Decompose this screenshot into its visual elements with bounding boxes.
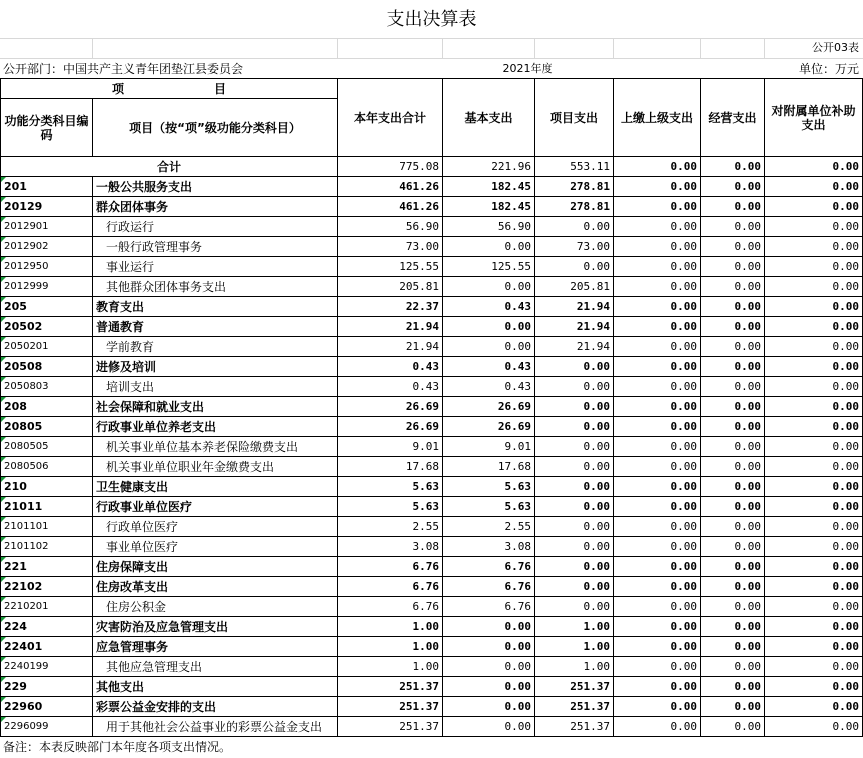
row-value: 0.00 — [765, 337, 863, 357]
row-value: 5.63 — [338, 477, 443, 497]
row-value: 0.00 — [765, 417, 863, 437]
row-code: 2012902 — [1, 237, 93, 257]
report-info-row — [0, 58, 863, 79]
table-row — [1, 517, 863, 537]
row-name: 事业单位医疗 — [93, 537, 338, 557]
row-value: 0.00 — [614, 237, 701, 257]
header-total: 本年支出合计 — [338, 79, 443, 157]
table-row — [1, 177, 863, 197]
row-value: 0.00 — [701, 497, 765, 517]
row-code: 22960 — [1, 697, 93, 717]
row-value: 0.00 — [614, 337, 701, 357]
table-row — [1, 217, 863, 237]
row-code: 21011 — [1, 497, 93, 517]
table-row — [1, 257, 863, 277]
row-name: 学前教育 — [93, 337, 338, 357]
row-value: 0.00 — [535, 477, 614, 497]
row-value: 0.00 — [614, 617, 701, 637]
row-name: 行政事业单位养老支出 — [93, 417, 338, 437]
row-value: 6.76 — [338, 577, 443, 597]
row-value: 9.01 — [338, 437, 443, 457]
row-value: 251.37 — [535, 677, 614, 697]
row-value: 0.00 — [614, 557, 701, 577]
row-value: 56.90 — [338, 217, 443, 237]
row-value: 56.90 — [443, 217, 535, 237]
row-name: 教育支出 — [93, 297, 338, 317]
total-value: 0.00 — [614, 157, 701, 177]
row-value: 0.00 — [614, 717, 701, 737]
row-value: 0.00 — [765, 197, 863, 217]
header-item-group: 项 目 — [1, 79, 338, 99]
row-value: 0.00 — [701, 397, 765, 417]
table-row — [1, 197, 863, 217]
row-value: 0.00 — [614, 697, 701, 717]
row-value: 205.81 — [535, 277, 614, 297]
row-value: 0.00 — [535, 517, 614, 537]
row-value: 251.37 — [338, 717, 443, 737]
row-name: 行政运行 — [93, 217, 338, 237]
table-row — [1, 677, 863, 697]
row-value: 0.00 — [765, 237, 863, 257]
table-row — [1, 457, 863, 477]
row-code: 2050201 — [1, 337, 93, 357]
table-row — [1, 297, 863, 317]
total-value: 775.08 — [338, 157, 443, 177]
row-value: 0.00 — [614, 597, 701, 617]
row-name: 用于其他社会公益事业的彩票公益金支出 — [93, 717, 338, 737]
table-row — [1, 557, 863, 577]
row-value: 2.55 — [338, 517, 443, 537]
table-row — [1, 497, 863, 517]
row-value: 0.00 — [614, 217, 701, 237]
row-value: 0.00 — [614, 477, 701, 497]
row-value: 5.63 — [443, 497, 535, 517]
row-value: 251.37 — [338, 697, 443, 717]
row-name: 其他支出 — [93, 677, 338, 697]
table-row — [1, 397, 863, 417]
page-title: 支出决算表 — [0, 0, 863, 39]
row-value: 5.63 — [443, 477, 535, 497]
row-code: 210 — [1, 477, 93, 497]
row-value: 0.00 — [535, 357, 614, 377]
row-value: 0.00 — [614, 457, 701, 477]
row-value: 0.00 — [765, 437, 863, 457]
table-row — [1, 277, 863, 297]
row-value: 0.00 — [535, 577, 614, 597]
row-value: 6.76 — [443, 577, 535, 597]
row-value: 0.00 — [765, 317, 863, 337]
row-value: 0.00 — [443, 677, 535, 697]
row-name: 培训支出 — [93, 377, 338, 397]
row-value: 0.00 — [443, 337, 535, 357]
row-value: 5.63 — [338, 497, 443, 517]
row-value: 461.26 — [338, 197, 443, 217]
row-value: 3.08 — [443, 537, 535, 557]
total-label: 合计 — [1, 157, 338, 177]
row-value: 0.00 — [614, 177, 701, 197]
row-value: 0.00 — [614, 537, 701, 557]
header-subsidy: 对附属单位补助支出 — [765, 79, 863, 157]
row-value: 0.00 — [443, 277, 535, 297]
row-value: 0.00 — [701, 577, 765, 597]
row-value: 0.00 — [701, 697, 765, 717]
row-value: 0.00 — [443, 697, 535, 717]
row-value: 0.00 — [765, 637, 863, 657]
row-code: 224 — [1, 617, 93, 637]
row-code: 20805 — [1, 417, 93, 437]
row-value: 0.00 — [443, 657, 535, 677]
row-value: 26.69 — [443, 397, 535, 417]
row-value: 21.94 — [338, 337, 443, 357]
row-value: 0.00 — [535, 417, 614, 437]
row-value: 0.00 — [535, 217, 614, 237]
row-value: 2.55 — [443, 517, 535, 537]
row-code: 2240199 — [1, 657, 93, 677]
row-code: 20508 — [1, 357, 93, 377]
row-code: 2101101 — [1, 517, 93, 537]
row-value: 0.00 — [535, 497, 614, 517]
row-value: 0.00 — [765, 717, 863, 737]
table-row — [1, 437, 863, 457]
row-name: 灾害防治及应急管理支出 — [93, 617, 338, 637]
row-value: 0.00 — [701, 597, 765, 617]
total-value: 553.11 — [535, 157, 614, 177]
row-name: 一般公共服务支出 — [93, 177, 338, 197]
row-value: 0.00 — [535, 437, 614, 457]
row-value: 0.00 — [765, 557, 863, 577]
row-code: 20129 — [1, 197, 93, 217]
row-value: 0.00 — [614, 257, 701, 277]
row-value: 0.43 — [338, 357, 443, 377]
row-value: 22.37 — [338, 297, 443, 317]
row-value: 0.00 — [614, 297, 701, 317]
row-value: 1.00 — [535, 657, 614, 677]
row-value: 0.00 — [765, 537, 863, 557]
row-value: 0.00 — [765, 297, 863, 317]
row-value: 21.94 — [338, 317, 443, 337]
table-row — [1, 417, 863, 437]
row-value: 0.00 — [614, 677, 701, 697]
table-row — [1, 357, 863, 377]
total-value: 0.00 — [765, 157, 863, 177]
row-code: 221 — [1, 557, 93, 577]
row-value: 1.00 — [338, 617, 443, 637]
table-row — [1, 377, 863, 397]
header-code: 功能分类科目编码 — [1, 99, 93, 157]
row-value: 73.00 — [338, 237, 443, 257]
row-value: 0.43 — [443, 297, 535, 317]
grid-divider — [534, 38, 535, 58]
row-value: 0.00 — [443, 317, 535, 337]
row-value: 6.76 — [338, 597, 443, 617]
row-name: 住房公积金 — [93, 597, 338, 617]
row-value: 0.00 — [765, 577, 863, 597]
row-code: 2012901 — [1, 217, 93, 237]
row-value: 0.00 — [614, 577, 701, 597]
row-value: 0.00 — [765, 377, 863, 397]
table-row — [1, 657, 863, 677]
row-value: 0.00 — [701, 377, 765, 397]
table-row — [1, 597, 863, 617]
row-value: 0.00 — [701, 417, 765, 437]
row-value: 0.00 — [701, 277, 765, 297]
row-value: 0.00 — [614, 197, 701, 217]
row-value: 0.43 — [443, 357, 535, 377]
header-name: 项目（按“项”级功能分类科目） — [93, 99, 338, 157]
row-value: 0.00 — [701, 617, 765, 637]
row-value: 0.00 — [765, 657, 863, 677]
row-code: 2210201 — [1, 597, 93, 617]
row-code: 2080506 — [1, 457, 93, 477]
table-row — [1, 637, 863, 657]
row-value: 0.00 — [443, 717, 535, 737]
row-value: 0.00 — [765, 697, 863, 717]
total-value: 0.00 — [701, 157, 765, 177]
row-value: 251.37 — [535, 717, 614, 737]
fiscal-year: 2021年度 — [502, 62, 553, 75]
row-value: 0.00 — [765, 517, 863, 537]
row-value: 0.00 — [701, 217, 765, 237]
row-value: 0.00 — [614, 377, 701, 397]
row-value: 461.26 — [338, 177, 443, 197]
row-value: 0.00 — [765, 497, 863, 517]
row-value: 0.00 — [535, 377, 614, 397]
row-value: 0.00 — [701, 657, 765, 677]
grid-divider — [700, 38, 701, 58]
row-name: 彩票公益金安排的支出 — [93, 697, 338, 717]
row-value: 0.00 — [535, 537, 614, 557]
row-code: 2012950 — [1, 257, 93, 277]
row-value: 26.69 — [338, 417, 443, 437]
row-value: 205.81 — [338, 277, 443, 297]
row-value: 0.00 — [765, 217, 863, 237]
row-value: 0.00 — [443, 617, 535, 637]
row-value: 1.00 — [535, 617, 614, 637]
row-value: 0.00 — [535, 257, 614, 277]
row-value: 0.00 — [614, 357, 701, 377]
row-name: 住房保障支出 — [93, 557, 338, 577]
row-value: 251.37 — [535, 697, 614, 717]
row-code: 2296099 — [1, 717, 93, 737]
report-number: 公开03表 — [812, 41, 859, 54]
header-upper: 上缴上级支出 — [614, 79, 701, 157]
row-value: 0.00 — [765, 277, 863, 297]
row-name: 行政事业单位医疗 — [93, 497, 338, 517]
row-value: 0.00 — [701, 637, 765, 657]
total-row — [1, 157, 863, 177]
row-value: 0.00 — [443, 237, 535, 257]
row-name: 应急管理事务 — [93, 637, 338, 657]
table-row — [1, 577, 863, 597]
row-name: 住房改革支出 — [93, 577, 338, 597]
grid-divider — [764, 38, 765, 58]
row-value: 0.00 — [765, 617, 863, 637]
row-value: 26.69 — [338, 397, 443, 417]
header-project: 项目支出 — [535, 79, 614, 157]
row-value: 9.01 — [443, 437, 535, 457]
row-code: 22102 — [1, 577, 93, 597]
row-code: 201 — [1, 177, 93, 197]
row-value: 0.00 — [765, 397, 863, 417]
row-name: 机关事业单位职业年金缴费支出 — [93, 457, 338, 477]
row-code: 20502 — [1, 317, 93, 337]
row-value: 0.00 — [535, 457, 614, 477]
row-value: 0.00 — [535, 397, 614, 417]
row-name: 其他群众团体事务支出 — [93, 277, 338, 297]
table-row — [1, 537, 863, 557]
department-label: 公开部门：中国共产主义青年团垫江县委员会 — [3, 62, 244, 76]
row-value: 0.00 — [701, 257, 765, 277]
row-value: 0.00 — [614, 437, 701, 457]
table-row — [1, 697, 863, 717]
row-value: 251.37 — [338, 677, 443, 697]
row-value: 0.00 — [701, 197, 765, 217]
expenditure-table — [0, 78, 863, 737]
row-value: 0.00 — [701, 297, 765, 317]
row-value: 0.00 — [701, 237, 765, 257]
table-row — [1, 617, 863, 637]
row-name: 一般行政管理事务 — [93, 237, 338, 257]
row-code: 229 — [1, 677, 93, 697]
row-value: 6.76 — [338, 557, 443, 577]
row-value: 0.00 — [701, 457, 765, 477]
row-value: 0.00 — [614, 317, 701, 337]
header-basic: 基本支出 — [443, 79, 535, 157]
row-value: 125.55 — [443, 257, 535, 277]
row-code: 2101102 — [1, 537, 93, 557]
row-value: 278.81 — [535, 177, 614, 197]
row-name: 行政单位医疗 — [93, 517, 338, 537]
row-value: 0.00 — [701, 557, 765, 577]
footnote: 备注：本表反映部门本年度各项支出情况。 — [3, 740, 232, 754]
row-code: 2050803 — [1, 377, 93, 397]
row-value: 0.00 — [614, 417, 701, 437]
row-value: 0.43 — [443, 377, 535, 397]
grid-divider — [613, 38, 614, 58]
row-code: 205 — [1, 297, 93, 317]
row-value: 17.68 — [338, 457, 443, 477]
row-value: 73.00 — [535, 237, 614, 257]
row-value: 182.45 — [443, 197, 535, 217]
row-code: 2080505 — [1, 437, 93, 457]
row-value: 0.00 — [701, 537, 765, 557]
row-value: 21.94 — [535, 317, 614, 337]
row-value: 0.00 — [535, 557, 614, 577]
row-name: 进修及培训 — [93, 357, 338, 377]
grid-divider — [337, 38, 338, 58]
row-value: 0.00 — [614, 497, 701, 517]
row-value: 0.00 — [614, 517, 701, 537]
row-value: 21.94 — [535, 297, 614, 317]
row-value: 0.00 — [614, 637, 701, 657]
row-value: 0.00 — [765, 357, 863, 377]
header-business: 经营支出 — [701, 79, 765, 157]
row-value: 6.76 — [443, 597, 535, 617]
row-value: 0.00 — [765, 477, 863, 497]
row-value: 182.45 — [443, 177, 535, 197]
row-value: 0.43 — [338, 377, 443, 397]
table-row — [1, 337, 863, 357]
row-value: 6.76 — [443, 557, 535, 577]
row-value: 0.00 — [701, 357, 765, 377]
row-value: 0.00 — [701, 477, 765, 497]
row-value: 1.00 — [535, 637, 614, 657]
table-row — [1, 717, 863, 737]
row-value: 0.00 — [701, 517, 765, 537]
row-code: 2012999 — [1, 277, 93, 297]
row-value: 0.00 — [701, 717, 765, 737]
row-name: 普通教育 — [93, 317, 338, 337]
row-value: 21.94 — [535, 337, 614, 357]
table-row — [1, 477, 863, 497]
row-name: 群众团体事务 — [93, 197, 338, 217]
row-value: 0.00 — [614, 397, 701, 417]
table-row — [1, 237, 863, 257]
row-name: 卫生健康支出 — [93, 477, 338, 497]
grid-divider — [442, 38, 443, 58]
row-value: 0.00 — [614, 657, 701, 677]
row-code: 22401 — [1, 637, 93, 657]
grid-divider — [92, 38, 93, 58]
row-code: 208 — [1, 397, 93, 417]
table-body — [1, 157, 863, 737]
row-value: 0.00 — [443, 637, 535, 657]
row-value: 26.69 — [443, 417, 535, 437]
row-value: 125.55 — [338, 257, 443, 277]
unit-label: 单位：万元 — [798, 62, 859, 76]
row-value: 278.81 — [535, 197, 614, 217]
table-row — [1, 317, 863, 337]
row-value: 0.00 — [701, 177, 765, 197]
row-value: 17.68 — [443, 457, 535, 477]
row-value: 0.00 — [765, 177, 863, 197]
row-value: 0.00 — [765, 457, 863, 477]
row-value: 0.00 — [765, 597, 863, 617]
row-value: 0.00 — [701, 337, 765, 357]
row-value: 0.00 — [765, 257, 863, 277]
row-value: 0.00 — [765, 677, 863, 697]
row-name: 机关事业单位基本养老保险缴费支出 — [93, 437, 338, 457]
row-name: 事业运行 — [93, 257, 338, 277]
row-value: 0.00 — [701, 677, 765, 697]
total-value: 221.96 — [443, 157, 535, 177]
row-value: 0.00 — [701, 437, 765, 457]
row-value: 0.00 — [614, 277, 701, 297]
row-value: 1.00 — [338, 657, 443, 677]
row-value: 3.08 — [338, 537, 443, 557]
row-name: 社会保障和就业支出 — [93, 397, 338, 417]
row-value: 0.00 — [701, 317, 765, 337]
row-value: 0.00 — [535, 597, 614, 617]
row-name: 其他应急管理支出 — [93, 657, 338, 677]
row-value: 1.00 — [338, 637, 443, 657]
